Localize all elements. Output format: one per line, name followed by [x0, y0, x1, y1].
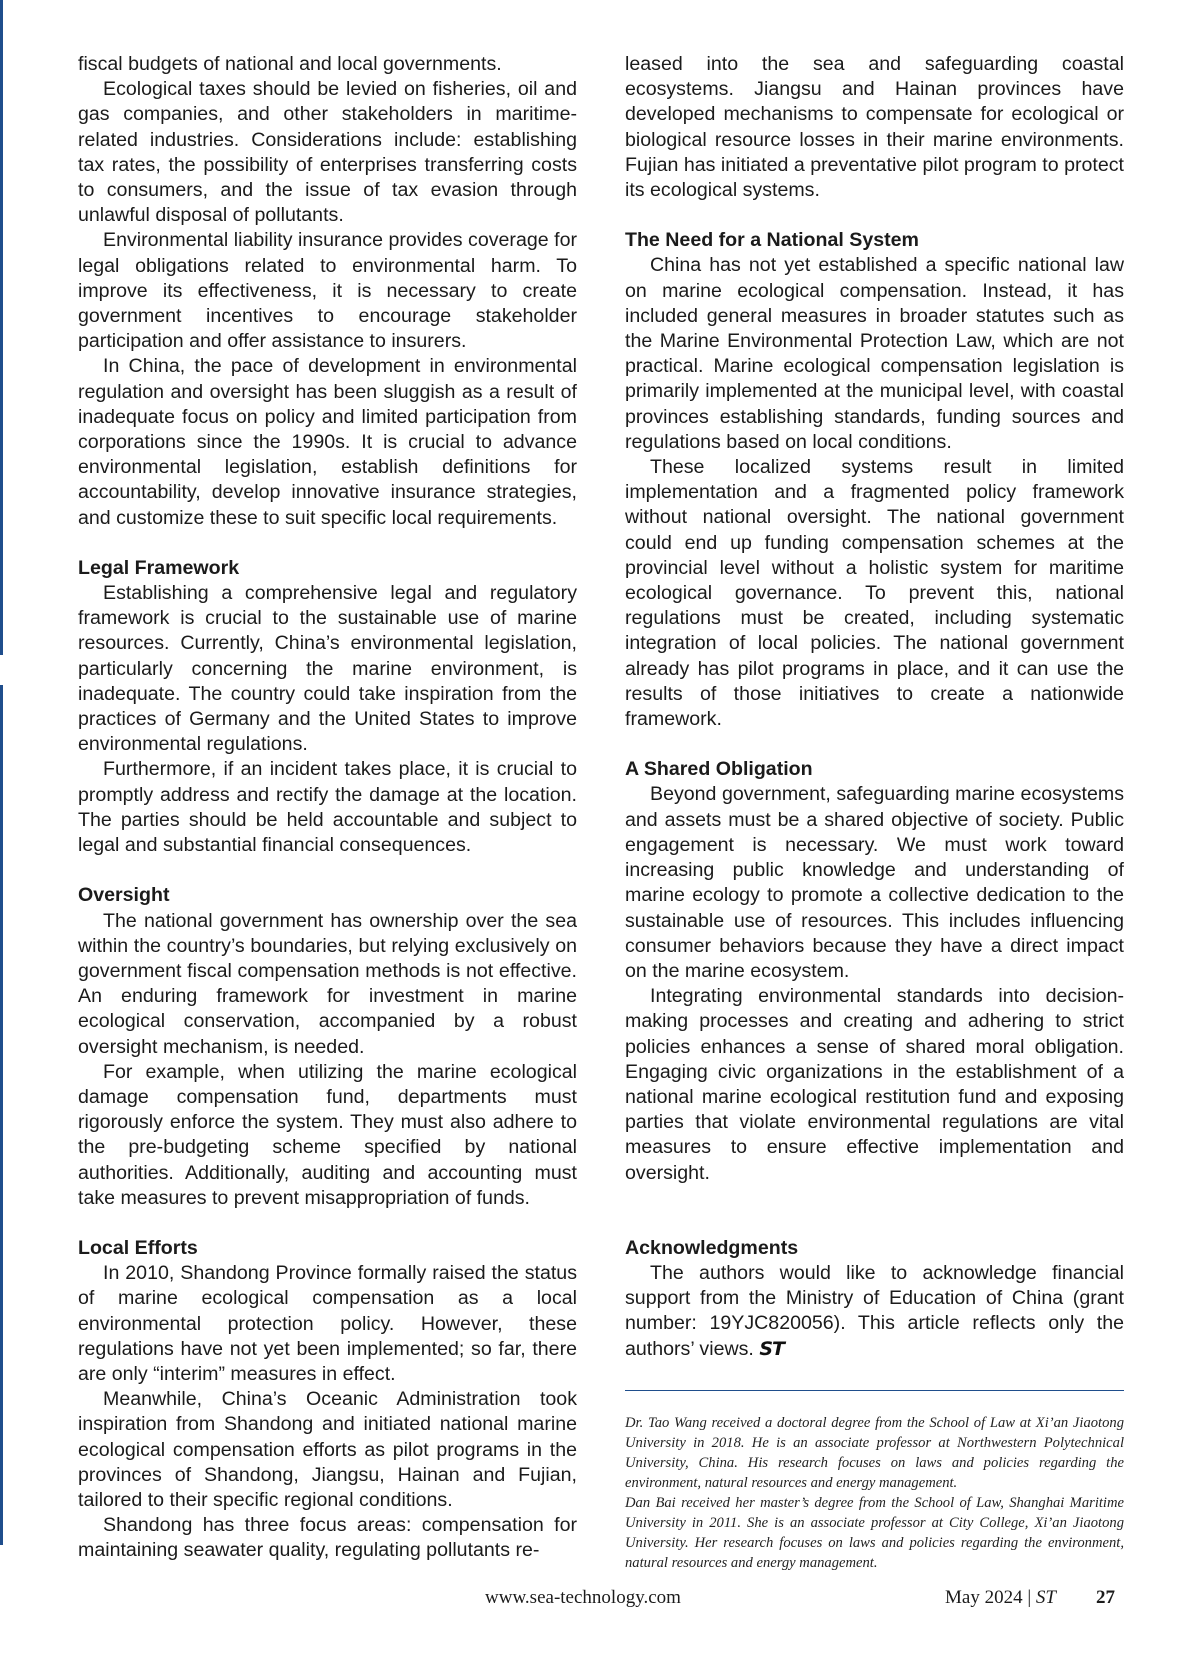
- paragraph: Beyond government, safeguarding marine ecosystems and assets must be a shared objective of society. Public engagement is necessary. We must work toward increasing public knowledge and understanding of marine ecology to promote a collective dedication to the sustainable use of resources. This includes influencing consumer behaviors because they have a direct impact on the marine ecosystem.: [625, 783, 1124, 982]
- paragraph: Shandong has three focus areas: compensation for maintaining seawater quality, regulating pollutants re-: [78, 1514, 577, 1562]
- section-heading-legal-framework: Legal Framework: [78, 556, 240, 579]
- page-footer: [0, 1587, 1200, 1617]
- paragraph: Environmental liability insurance provides coverage for legal obligations related to environmental harm. To improve its effectiveness, it is necessary to create government incentives to encourage stakeholder participation and offer assistance to insurers.: [78, 229, 577, 353]
- paragraph: Integrating environmental standards into decision-making processes and creating and adhering to strict policies enhances a sense of shared moral obligation. Engaging civic organizations in the establishment of a national marine ecological restitution fund and exposing parties that violate environmental regulations are vital measures to ensure effective implementation and oversight.: [625, 985, 1124, 1184]
- paragraph: The national government has ownership over the sea within the country’s boundaries, but relying exclusively on government fiscal compensation methods is not effective. An enduring framework for investment in marine ecological conservation, accompanied by a robust oversight mechanism, is needed.: [78, 909, 577, 1058]
- author-bio-tao-wang: Dr. Tao Wang received a doctoral degree from the School of Law at Xi’an Jiaotong University in 2018. He is an associate professor at Northwestern Polytechnical University, China. His research focuses on laws and policies regarding the environment, natural resources and energy management.: [625, 1414, 1124, 1491]
- paragraph: In 2010, Shandong Province formally raised the status of marine ecological compensation as a local environmental protection policy. However, these regulations have not yet been implemented; so far, there are only “interim” measures in effect.: [78, 1262, 577, 1385]
- page-number: 27: [1096, 1587, 1115, 1608]
- right-column: [625, 52, 1124, 1573]
- st-end-mark-icon: ST: [759, 1337, 784, 1360]
- footer-issue: [945, 1587, 1056, 1609]
- paragraph: leased into the sea and safeguarding coastal ecosystems. Jiangsu and Hainan provinces have developed mechanisms to compensate for ecological or biological resource losses in their marine environments. Fujian has initiated a preventative pilot program to protect its ecological systems.: [625, 53, 1124, 202]
- bio-divider: [625, 1390, 1124, 1391]
- left-edge-accent-bar: [0, 0, 3, 655]
- footer-issue-date: May 2024: [945, 1587, 1023, 1608]
- footer-separator: |: [1027, 1587, 1032, 1608]
- section-heading-shared-obligation: A Shared Obligation: [625, 758, 813, 781]
- left-edge-accent-bar: [0, 685, 3, 1545]
- acknowledgments-text: The authors would like to acknowledge financial support from the Ministry of Education of China (grant number: 19YJC820056). This article reflects only the authors’ views.: [625, 1261, 1124, 1360]
- left-column: [78, 52, 577, 1564]
- section-heading-national-system: The Need for a National System: [625, 229, 919, 252]
- paragraph: Establishing a comprehensive legal and regulatory framework is crucial to the sustainable use of marine resources. Currently, China’s environmental legislation, particularly concerning the marine environment, is inadequate. The country could take inspiration from the practices of Germany and the United States to improve environmental regulations.: [78, 582, 577, 756]
- footer-url: www.sea-technology.com: [485, 1587, 681, 1608]
- acknowledgments-paragraph: [625, 1261, 1124, 1362]
- section-heading-local-efforts: Local Efforts: [78, 1236, 198, 1259]
- paragraph: China has not yet established a specific national law on marine ecological compensation. Instead, it has included general measures in broader statutes such as the Marine Environmental Protection Law, which are not practical. Marine ecological compensation legislation is primarily implemented at the municipal level, with coastal provinces establishing standards, funding sources and regulations based on local conditions.: [625, 254, 1124, 453]
- paragraph: These localized systems result in limited implementation and a fragmented policy framework without national oversight. The national government could end up funding compensation schemes at the provincial level without a holistic system for maritime ecological governance. To prevent this, national regulations must be created, including systematic integration of local policies. The national government already has pilot programs in place, and it can use the results of those initiatives to create a nationwide framework.: [625, 456, 1124, 731]
- footer-magazine: ST: [1035, 1587, 1056, 1608]
- paragraph: fiscal budgets of national and local governments.: [78, 53, 502, 75]
- paragraph: For example, when utilizing the marine ecological damage compensation fund, departments must rigorously enforce the system. They must also adhere to the pre-budgeting scheme specified by national authorities. Additionally, auditing and accounting must take measures to prevent misappropriation of funds.: [78, 1060, 577, 1209]
- author-bio-dan-bai: Dan Bai received her master’s degree from the School of Law, Shanghai Maritime University in 2011. She is an associate professor at City College, Xi’an Jiaotong University. Her research focuses on laws and policies regarding the environment, natural resources and energy management.: [625, 1494, 1124, 1571]
- paragraph: Furthermore, if an incident takes place, it is crucial to promptly address and rectify the damage at the location. The parties should be held accountable and subject to legal and substantial financial consequences.: [78, 758, 577, 857]
- paragraph: Meanwhile, China’s Oceanic Administration took inspiration from Shandong and initiated national marine ecological compensation efforts as pilot programs in the provinces of Shandong, Jiangsu, Hainan and Fujian, tailored to their specific regional conditions.: [78, 1388, 577, 1511]
- section-heading-acknowledgments: Acknowledgments: [625, 1236, 799, 1259]
- paragraph: In China, the pace of development in environmental regulation and oversight has been sluggish as a result of inadequate focus on policy and limited participation from corporations since the 1990s. It is crucial to advance environmental legislation, establish definitions for accountability, develop innovative insurance strategies, and customize these to suit specific local requirements.: [78, 355, 577, 529]
- section-heading-oversight: Oversight: [78, 884, 170, 907]
- paragraph: Ecological taxes should be levied on fisheries, oil and gas companies, and other stakeholders in maritime-related industries. Considerations include: establishing tax rates, the possibility of enterprises transferring costs to consumers, and the issue of tax evasion through unlawful disposal of pollutants.: [78, 78, 577, 227]
